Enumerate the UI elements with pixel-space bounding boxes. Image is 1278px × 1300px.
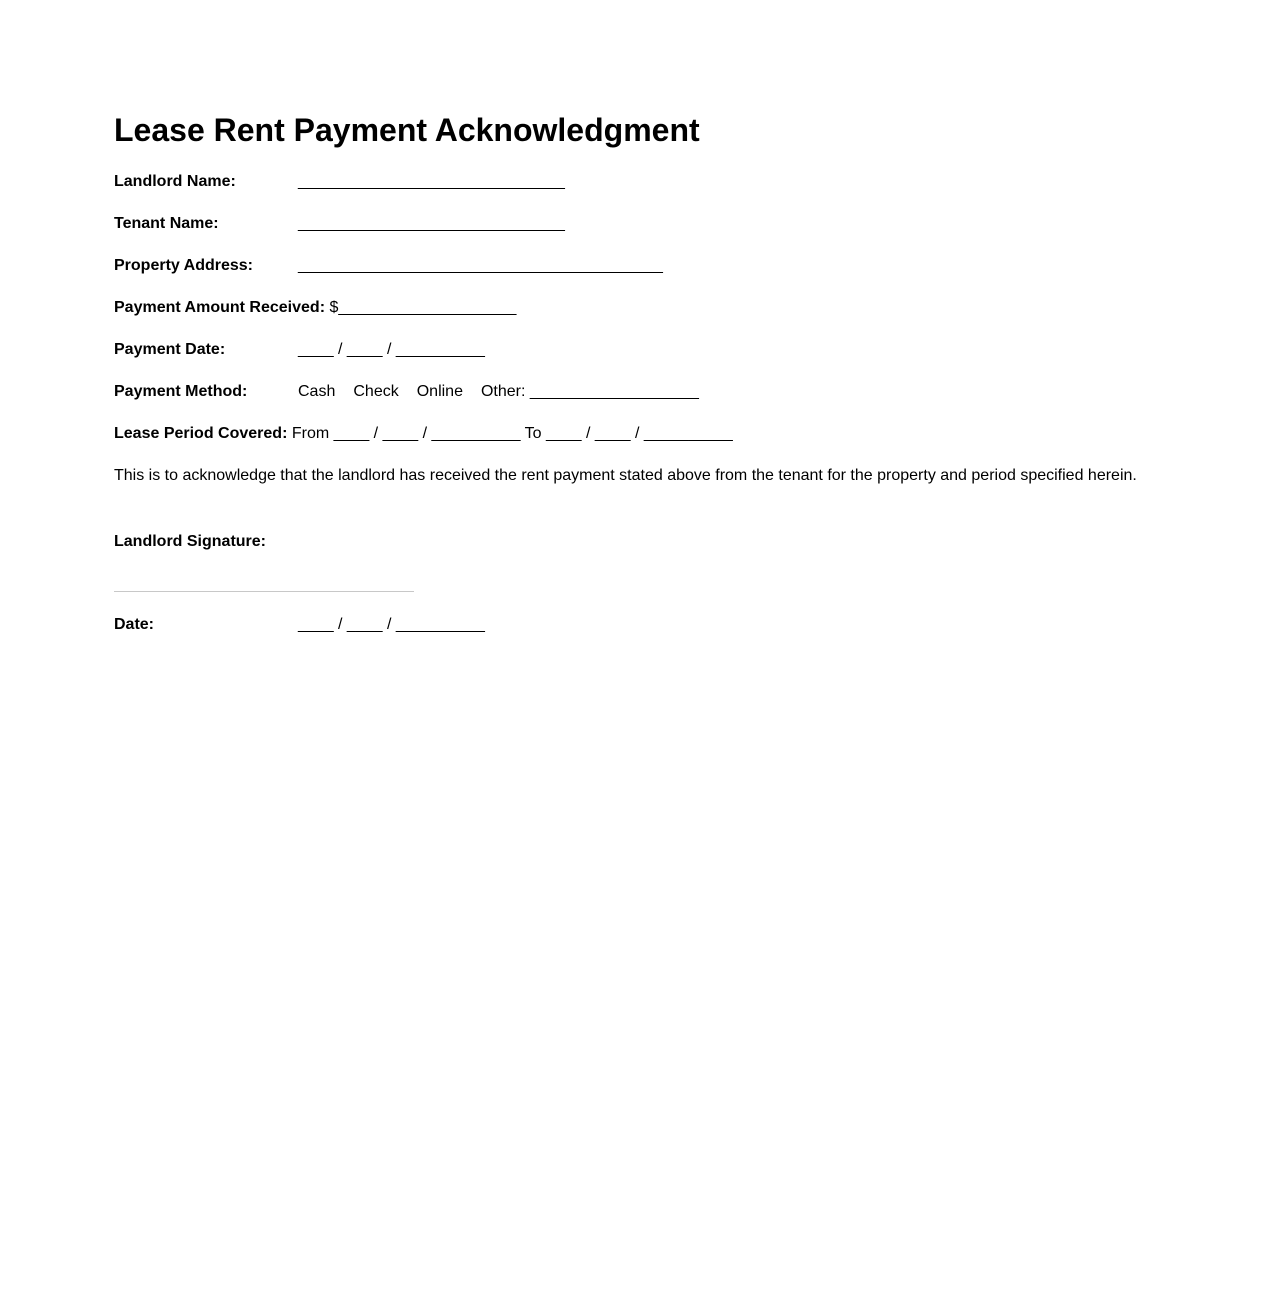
- lease-period-label: Lease Period Covered:: [114, 425, 288, 442]
- payment-method-other[interactable]: Other: ___________________: [480, 383, 699, 400]
- property-address-row: [114, 256, 663, 276]
- document-title: Lease Rent Payment Acknowledgment: [114, 112, 700, 148]
- payment-method-label: Payment Method:: [114, 383, 248, 400]
- payment-amount-row: [114, 298, 516, 318]
- payment-method-row: [114, 382, 699, 402]
- property-address-field[interactable]: _________________________________________: [298, 257, 663, 274]
- payment-date-field[interactable]: ____ / ____ / __________: [298, 341, 485, 358]
- lease-period-field[interactable]: From ____ / ____ / __________ To ____ / ____ / __________: [291, 425, 733, 442]
- signature-row: [114, 532, 266, 552]
- payment-method-cash[interactable]: Cash: [298, 383, 336, 400]
- tenant-name-field[interactable]: ______________________________: [298, 215, 565, 232]
- signature-label: Landlord Signature:: [114, 533, 266, 550]
- signature-line[interactable]: [114, 591, 414, 592]
- payment-date-row: [114, 340, 485, 360]
- lease-period-row: [114, 424, 733, 444]
- property-address-label: Property Address:: [114, 257, 253, 274]
- landlord-name-label: Landlord Name:: [114, 173, 236, 190]
- payment-method-online[interactable]: Online: [416, 383, 463, 400]
- date-row: [114, 615, 485, 635]
- payment-date-label: Payment Date:: [114, 341, 226, 358]
- tenant-name-row: [114, 214, 565, 234]
- tenant-name-label: Tenant Name:: [114, 215, 219, 232]
- acknowledgment-text: This is to acknowledge that the landlord has received the rent payment stated above from the tenant for the property and period specified herein.: [114, 467, 1137, 484]
- date-label: Date:: [114, 616, 155, 633]
- date-field[interactable]: ____ / ____ / __________: [298, 616, 485, 633]
- payment-amount-field[interactable]: $____________________: [329, 299, 517, 316]
- landlord-name-row: [114, 172, 565, 192]
- payment-amount-label: Payment Amount Received:: [114, 299, 326, 316]
- payment-method-check[interactable]: Check: [353, 383, 399, 400]
- landlord-name-field[interactable]: ______________________________: [298, 173, 565, 190]
